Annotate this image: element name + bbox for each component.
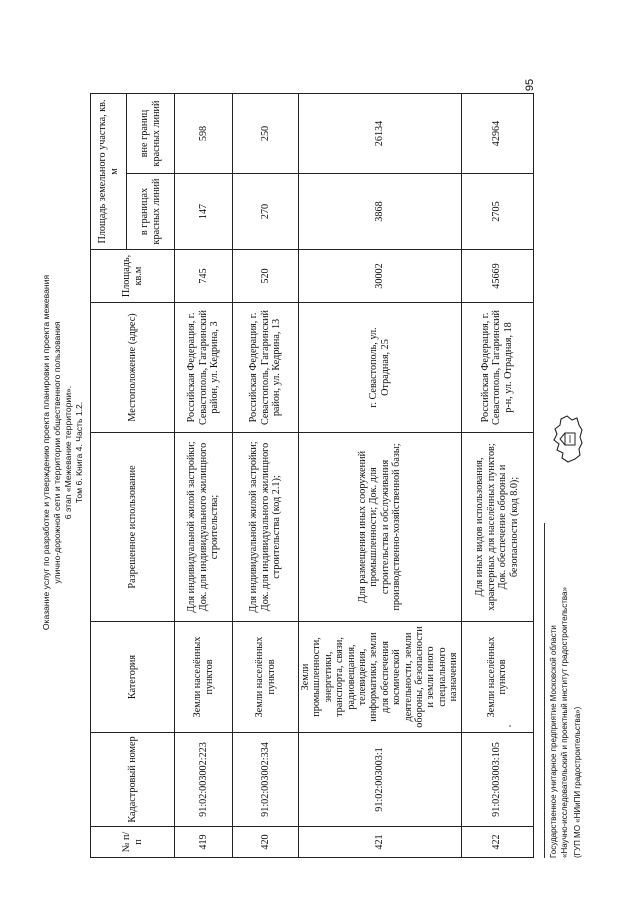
header-line-2: улично-дорожной сети и территории общественного пользования xyxy=(52,321,62,584)
cell-outside-red: 26134 xyxy=(299,94,462,174)
col-header-num: № п/п xyxy=(91,827,175,858)
col-header-outside-red-lines: вне границ красных линий xyxy=(127,94,175,174)
land-plot-table xyxy=(90,93,534,858)
cell-num: 420 xyxy=(233,827,299,858)
table-row xyxy=(175,94,233,858)
scan-speck xyxy=(509,725,511,727)
cell-outside-red: 42964 xyxy=(461,94,533,174)
footer-org-line-1: Государственное унитарное предприятие Московской области xyxy=(549,625,558,858)
cell-cadastral: 91:02:003003:105 xyxy=(461,733,533,827)
cell-cadastral: 91:02:003002:223 xyxy=(175,733,233,827)
table-row xyxy=(233,94,299,858)
cell-location: г. Севастополь, ул. Отрадная, 25 xyxy=(299,303,462,433)
cell-area: 45669 xyxy=(461,250,533,303)
cell-area: 30002 xyxy=(299,250,462,303)
cell-outside-red: 598 xyxy=(175,94,233,174)
cell-num: 421 xyxy=(299,827,462,858)
cell-use: Для индивидуальной жилой застройки; Док. для индивидуального жилищного строительства (код 2.1); xyxy=(233,433,299,622)
page-number: 95 xyxy=(524,78,536,92)
institute-map-logo-icon xyxy=(550,413,584,465)
cell-outside-red: 250 xyxy=(233,94,299,174)
table-row xyxy=(461,94,533,858)
cell-cadastral: 91:02:003003:1 xyxy=(299,733,462,827)
cell-use: Для размещения иных сооружений промышленности; Док. для строительства и обслуживания производственно-хозяйственной базы; xyxy=(299,433,462,622)
footer-org-line-3: (ГУП МО «НИиПИ градостроительства») xyxy=(573,706,582,858)
cell-category: Земли населённых пунктов xyxy=(233,622,299,733)
cell-area: 520 xyxy=(233,250,299,303)
col-header-use: Разрешенное использование xyxy=(91,433,175,622)
header-line-3: 6 этап «Межевание территории». xyxy=(63,385,73,520)
cell-use: Для иных видов использования, характерных для населённых пунктов; Док. обеспечение обороны и безопасности (код 8.0); xyxy=(461,433,533,622)
cell-category: Земли населённых пунктов xyxy=(175,622,233,733)
cell-within-red: 2705 xyxy=(461,174,533,250)
col-header-location: Местоположение (адрес) xyxy=(91,303,175,433)
cell-location: Российская Федерация, г. Севастополь, Гагаринский район, ул. Кедрина, 13 xyxy=(233,303,299,433)
cell-area: 745 xyxy=(175,250,233,303)
cell-category: Земли населённых пунктов xyxy=(461,622,533,733)
cell-within-red: 270 xyxy=(233,174,299,250)
col-header-plot-area: Площадь земельного участка, кв. м xyxy=(91,94,127,250)
footer-divider xyxy=(544,523,545,858)
header-line-1: Оказание услуг по разработке и утверждению проекта планировки и проекта межевания xyxy=(41,274,51,631)
col-header-area: Площадь, кв.м xyxy=(91,250,175,303)
cell-use: Для индивидуальной жилой застройки; Док. для индивидуального жилищного строительства; xyxy=(175,433,233,622)
cell-location: Российская Федерация, г. Севастополь, Гагаринский район, ул. Кедрина, 3 xyxy=(175,303,233,433)
col-header-category: Категория xyxy=(91,622,175,733)
cell-within-red: 147 xyxy=(175,174,233,250)
cell-cadastral: 91:02:003002:334 xyxy=(233,733,299,827)
cell-num: 422 xyxy=(461,827,533,858)
cell-within-red: 3868 xyxy=(299,174,462,250)
col-header-cadastral: Кадастровый номер xyxy=(91,733,175,827)
header-line-4: Том 6. Книга 4. Часть 1.2. xyxy=(74,401,84,504)
col-header-within-red-lines: в границах красных линий xyxy=(127,174,175,250)
cell-category: Земли промышленности, энергетики, транспорта, связи, радиовещания, телевидения, информатики, земли для обеспечения космической деятельности, земли обороны, безопасности и земли иного специального назначения xyxy=(299,622,462,733)
cell-num: 419 xyxy=(175,827,233,858)
cell-location: Российская Федерация, г. Севастополь, Гагаринский р-н, ул. Отрадная, 18 xyxy=(461,303,533,433)
footer-org-line-2: «Научно-исследовательский и проектный институт градостроительства» xyxy=(560,587,569,858)
table-row xyxy=(299,94,462,858)
